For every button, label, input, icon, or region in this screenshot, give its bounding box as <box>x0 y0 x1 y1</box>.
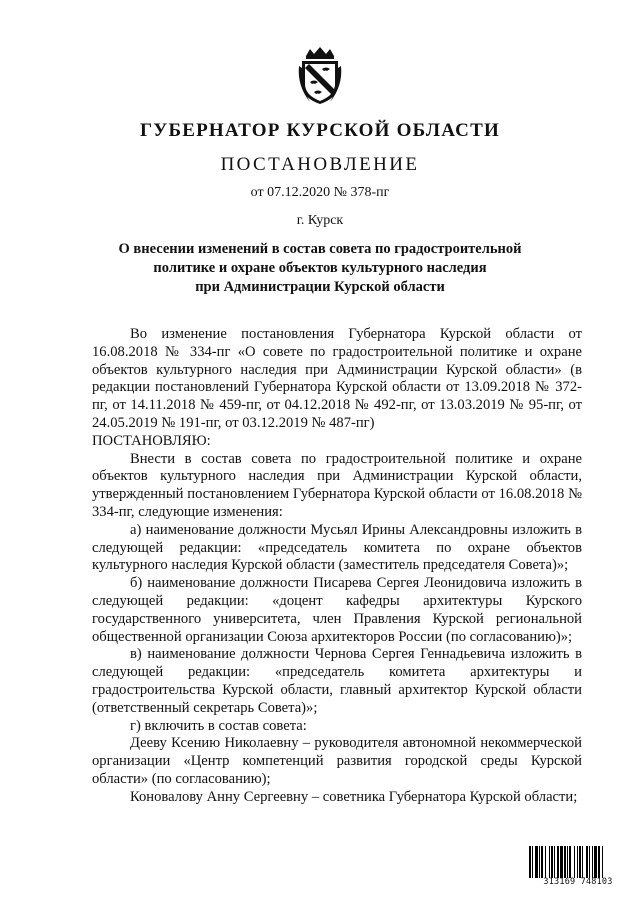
document-body <box>92 326 582 807</box>
item-v-paragraph: в) наименование должности Чернова Сергея Геннадьевича изложить в следующей редакции: «председатель комитета архитектуры и градостроительства Курской области, главный архитектор Курской области (ответственный секретарь Совета)»; <box>92 646 582 716</box>
barcode <box>528 846 628 888</box>
barcode-bar <box>541 846 543 878</box>
city: г. Курск <box>296 213 344 228</box>
barcode-bar <box>532 846 533 878</box>
document-type: ПОСТАНОВЛЕНИЕ <box>220 154 420 175</box>
barcode-bar <box>592 846 593 878</box>
barcode-bar <box>535 846 538 878</box>
barcode-bar <box>569 846 571 878</box>
member-konovalova-paragraph: Коновалову Анну Сергеевну – советника Губернатора Курской области; <box>130 788 578 805</box>
barcode-bar <box>574 846 575 878</box>
item-g-paragraph: г) включить в состав совета: <box>130 717 307 734</box>
changes-intro-paragraph: Внести в состав совета по градостроительной политике и охране объектов культурного наследия при Администрации Курской области, утвержденный постановлением Губернатора Курской области от 16.08.2018 № 334-пг, следующие изменения: <box>92 450 582 520</box>
preamble-paragraph: Во изменение постановления Губернатора Курской области от 16.08.2018 № 334-пг «О совете по градостроительной политике и охране объектов культурного наследия при Администрации Курской области» (в редакции постановлений Губернатора Курской области от 13.09.2018 № 372-пг, от 14.11.2018 № 459-пг, от 04.12.2018 № 492-пг, от 13.03.2019 № 95-пг, от 24.05.2019 № 191-пг, от 03.12.2019 № 487-пг) <box>92 326 582 431</box>
barcode-bar <box>589 846 590 878</box>
barcode-bar <box>577 846 578 878</box>
document-subject <box>0 240 640 297</box>
barcode-bar <box>549 846 550 878</box>
member-deeva-paragraph: Дееву Ксению Николаевну – руководителя автономной некоммерческой организации «Центр компетенций развития городской среды Курской области» (по согласованию); <box>92 735 582 787</box>
barcode-digits: 313169 748103 <box>543 877 613 887</box>
item-b-paragraph: б) наименование должности Писарева Сергея Леонидовича изложить в следующей редакции: «доцент кафедры архитектуры Курского государственного университета, член Правления Курской региональной общественной организации Союза архитекторов России (по согласованию)»; <box>92 575 582 645</box>
barcode-bar <box>529 846 531 878</box>
barcode-bars <box>528 846 628 878</box>
item-a-paragraph: а) наименование должности Мусьял Ирины Александровны изложить в следующей редакции: «председатель комитета по охране объектов культурного наследия Курской области (заместитель председателя Совета)»; <box>92 521 582 574</box>
barcode-bar <box>539 846 540 878</box>
barcode-bar <box>582 846 583 878</box>
barcode-bar <box>598 846 600 878</box>
barcode-bar <box>602 846 603 878</box>
barcode-bar <box>557 846 559 878</box>
barcode-bar <box>586 846 588 878</box>
decree-word: ПОСТАНОВЛЯЮ: <box>92 432 211 449</box>
subject-line-1: О внесении изменений в состав совета по градостроительной <box>118 241 522 257</box>
barcode-bar <box>594 846 597 878</box>
barcode-bar <box>560 846 563 878</box>
subject-line-2: политике и охране объектов культурного наследия <box>153 260 487 276</box>
barcode-bar <box>567 846 568 878</box>
barcode-bar <box>545 846 546 878</box>
barcode-bar <box>554 846 555 878</box>
barcode-bar <box>551 846 553 878</box>
subject-line-3: при Администрации Курской области <box>195 279 445 295</box>
barcode-bar <box>564 846 566 878</box>
date-and-number: от 07.12.2020 № 378-пг <box>250 185 390 200</box>
barcode-bar <box>579 846 581 878</box>
authority-title: ГУБЕРНАТОР КУРСКОЙ ОБЛАСТИ <box>140 120 500 141</box>
coat-of-arms-emblem <box>296 46 344 106</box>
